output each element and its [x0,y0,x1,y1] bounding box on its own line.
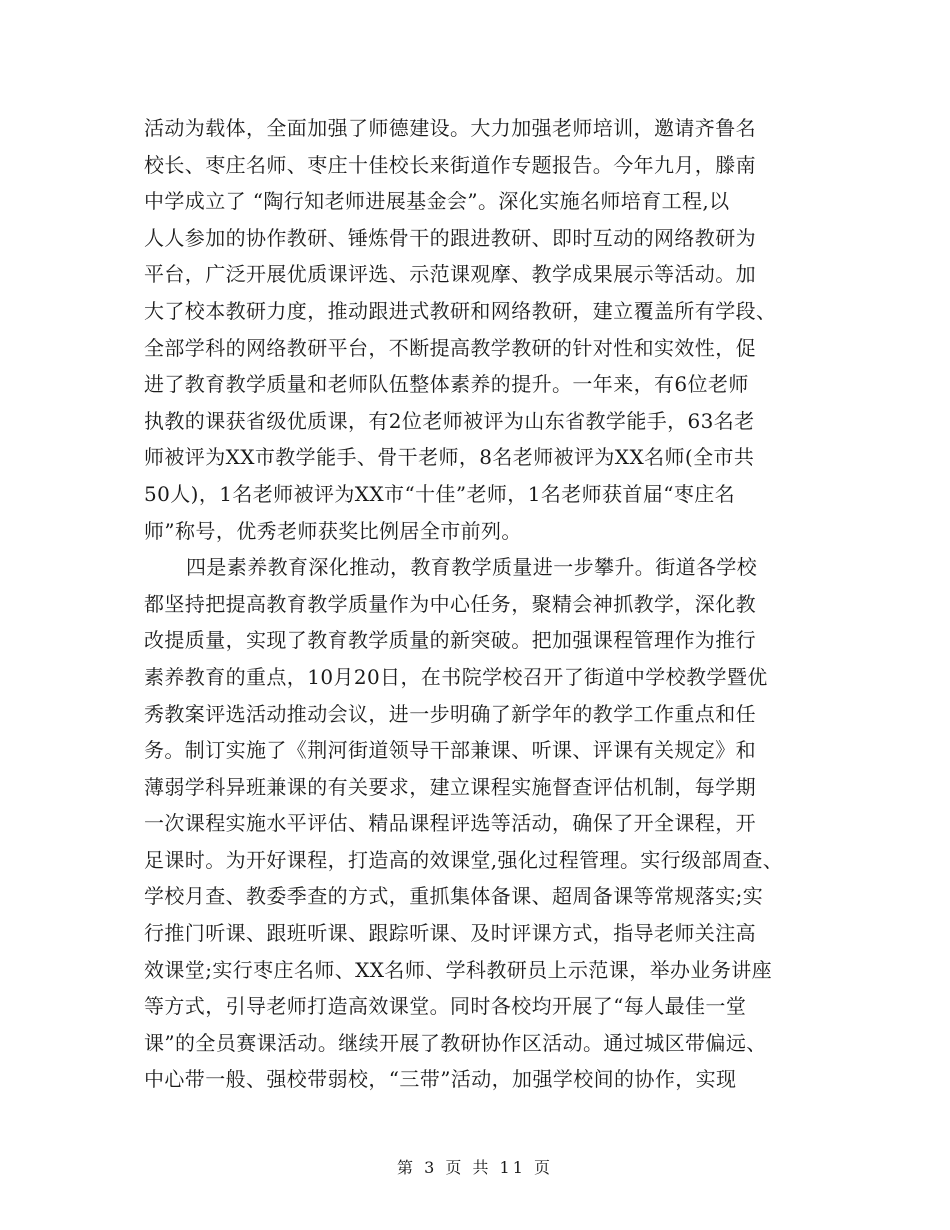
text-line: 师”称号，优秀老师获奖比例居全市前列。 [144,518,522,543]
text-line: 人人参加的协作教研、锤炼骨干的跟进教研、即时互动的网络教研为 [144,225,756,250]
text-line: 足课时。为开好课程，打造高的效课堂,强化过程管理。实行级部周查、 [144,847,784,872]
text-line: 课”的全员赛课活动。继续开展了教研协作区活动。通过城区带偏远、 [144,1030,767,1055]
text-line: 师被评为XX市教学能手、骨干老师，8名老师被评为XX名师(全市共 [144,445,755,470]
text-line: 效课堂;实行枣庄名师、XX名师、学科教研员上示范课，举办业务讲座 [144,957,773,982]
text-line: 务。制订实施了《荆河街道领导干部兼课、听课、评课有关规定》和 [144,738,756,763]
text-line: 全部学科的网络教研平台，不断提高教学教研的针对性和实效性，促 [144,335,756,360]
text-line: 改提质量，实现了教育教学质量的新突破。把加强课程管理作为推行 [144,628,756,653]
text-line: 学校月查、教委季查的方式，重抓集体备课、超周备课等常规落实;实 [144,884,764,909]
text-line: 活动为载体，全面加强了师德建设。大力加强老师培训，邀请齐鲁名 [144,116,756,140]
document-body [144,110,824,1098]
text-line: 平台，广泛开展优质课评选、示范课观摩、教学成果展示等活动。加 [144,262,756,287]
paragraph [144,110,824,549]
text-line: 行推门听课、跟班听课、跟踪听课、及时评课方式，指导老师关注高 [144,921,756,946]
text-line: 校长、枣庄名师、枣庄十佳校长来街道作专题报告。今年九月，滕南 [144,152,756,177]
text-line: 都坚持把提高教育教学质量作为中心任务，聚精会神抓教学，深化教 [144,591,756,616]
text-line: 秀教案评选活动推动会议，进一步明确了新学年的教学工作重点和任 [144,701,756,726]
text-line: 中学成立了 “陶行知老师进展基金会”。深化实施名师培育工程,以 [144,189,730,214]
text-line: 执教的课获省级优质课，有2位老师被评为山东省教学能手，63名老 [144,408,755,433]
text-line: 等方式，引导老师打造高效课堂。同时各校均开展了“每人最佳一堂 [144,994,747,1019]
text-line: 中心带一般、强校带弱校，“三带”活动，加强学校间的协作，实现 [144,1067,737,1092]
text-line: 50人)，1名老师被评为XX市“十佳”老师，1名老师获首届“枣庄名 [144,481,736,506]
text-line: 一次课程实施水平评估、精品课程评选等活动，确保了开全课程，开 [144,811,756,836]
page-footer: 第 3 页 共 11 页 [397,1158,553,1177]
text-line: 薄弱学科异班兼课的有关要求，建立课程实施督查评估机制，每学期 [144,774,756,799]
text-line: 四是素养教育深化推动，教育教学质量进一步攀升。街道各学校 [186,555,758,580]
text-line: 素养教育的重点，10月20日，在书院学校召开了街道中学校教学暨优 [144,664,768,689]
paragraph [144,549,824,1098]
text-line: 进了教育教学质量和老师队伍整体素养的提升。一年来，有6位老师 [144,372,749,397]
text-line: 大了校本教研力度，推动跟进式教研和网络教研，建立覆盖所有学段、 [144,298,777,323]
